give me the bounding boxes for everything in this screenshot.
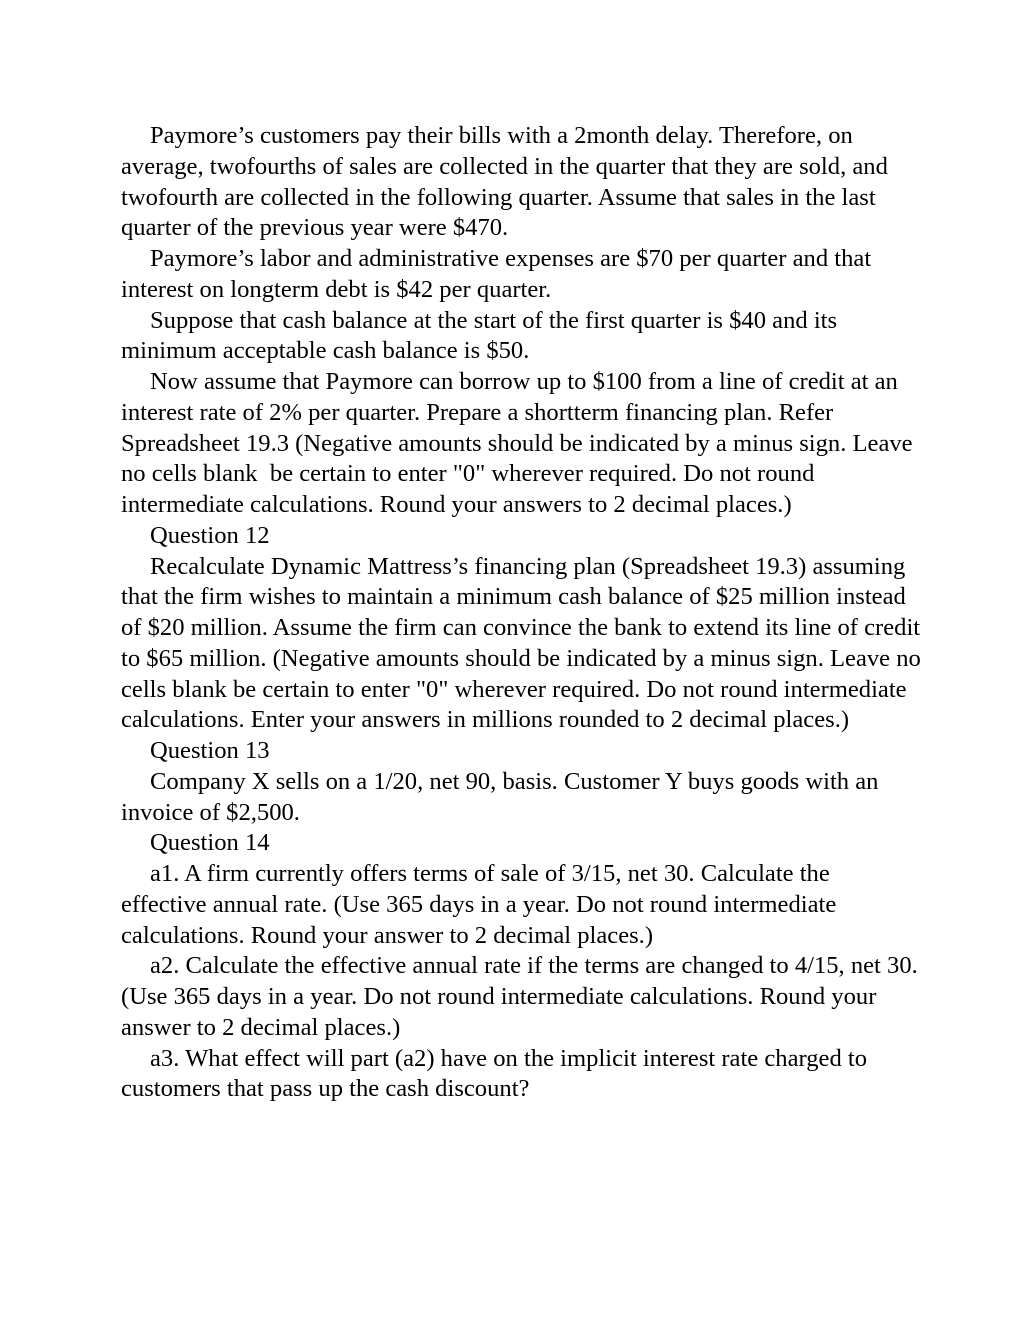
document-body <box>121 121 927 1105</box>
question-13-heading: Question 13 <box>150 737 270 764</box>
paragraph-paymore-collections: Paymore’s customers pay their bills with a 2month delay. Therefore, on average, twofourths of sales are collected in the quarter that they are sold, and twofourth are collected in the following quarter. Assume that sales in the last quarter of the previous year were $470. <box>121 122 895 242</box>
paragraph-question-14-a1: a1. A firm currently offers terms of sale of 3/15, net 30. Calculate the effective annual rate. (Use 365 days in a year. Do not round intermediate calculations. Round your answer to 2 decimal places.) <box>121 860 843 949</box>
paragraph-question-14-a2: a2. Calculate the effective annual rate if the terms are changed to 4/15, net 30. (Use 365 days in a year. Do not round intermediate calculations. Round your answer to 2 decimal places.) <box>121 952 924 1041</box>
question-14-heading: Question 14 <box>150 829 270 857</box>
paragraph-question-12: Recalculate Dynamic Mattress’s financing plan (Spreadsheet 19.3) assuming that the firm wishes to maintain a minimum cash balance of $25 million instead of $20 million. Assume the firm can convince the bank to extend its line of credit to $65 million. (Negative amounts should be indicated by a minus sign. Leave no cells blank be certain to enter "0" wherever required. Do not round intermediate calculations. Enter your answers in millions rounded to 2 decimal places.) <box>121 552 927 734</box>
paragraph-question-13: Company X sells on a 1/20, net 90, basis. Customer Y buys goods with an invoice of $2,500. <box>121 767 885 826</box>
paragraph-paymore-expenses: Paymore’s labor and administrative expenses are $70 per quarter and that interest on longterm debt is $42 per quarter. <box>121 245 878 303</box>
question-12-heading: Question 12 <box>150 521 270 549</box>
paragraph-paymore-financing-plan: Now assume that Paymore can borrow up to $100 from a line of credit at an interest rate of 2% per quarter. Prepare a shortterm financing plan. Refer Spreadsheet 19.3 (Negative amounts should be indicated by a minus sign. Leave no cells blank be certain to enter "0" wherever required. Do not round intermediate calculations. Round your answers to 2 decimal places.) <box>121 368 919 518</box>
paragraph-paymore-cash-balance: Suppose that cash balance at the start of the first quarter is $40 and its minimum acceptable cash balance is $50. <box>121 306 844 365</box>
paragraph-question-14-a3: a3. What effect will part (a2) have on the implicit interest rate charged to customers that pass up the cash discount? <box>121 1044 874 1103</box>
